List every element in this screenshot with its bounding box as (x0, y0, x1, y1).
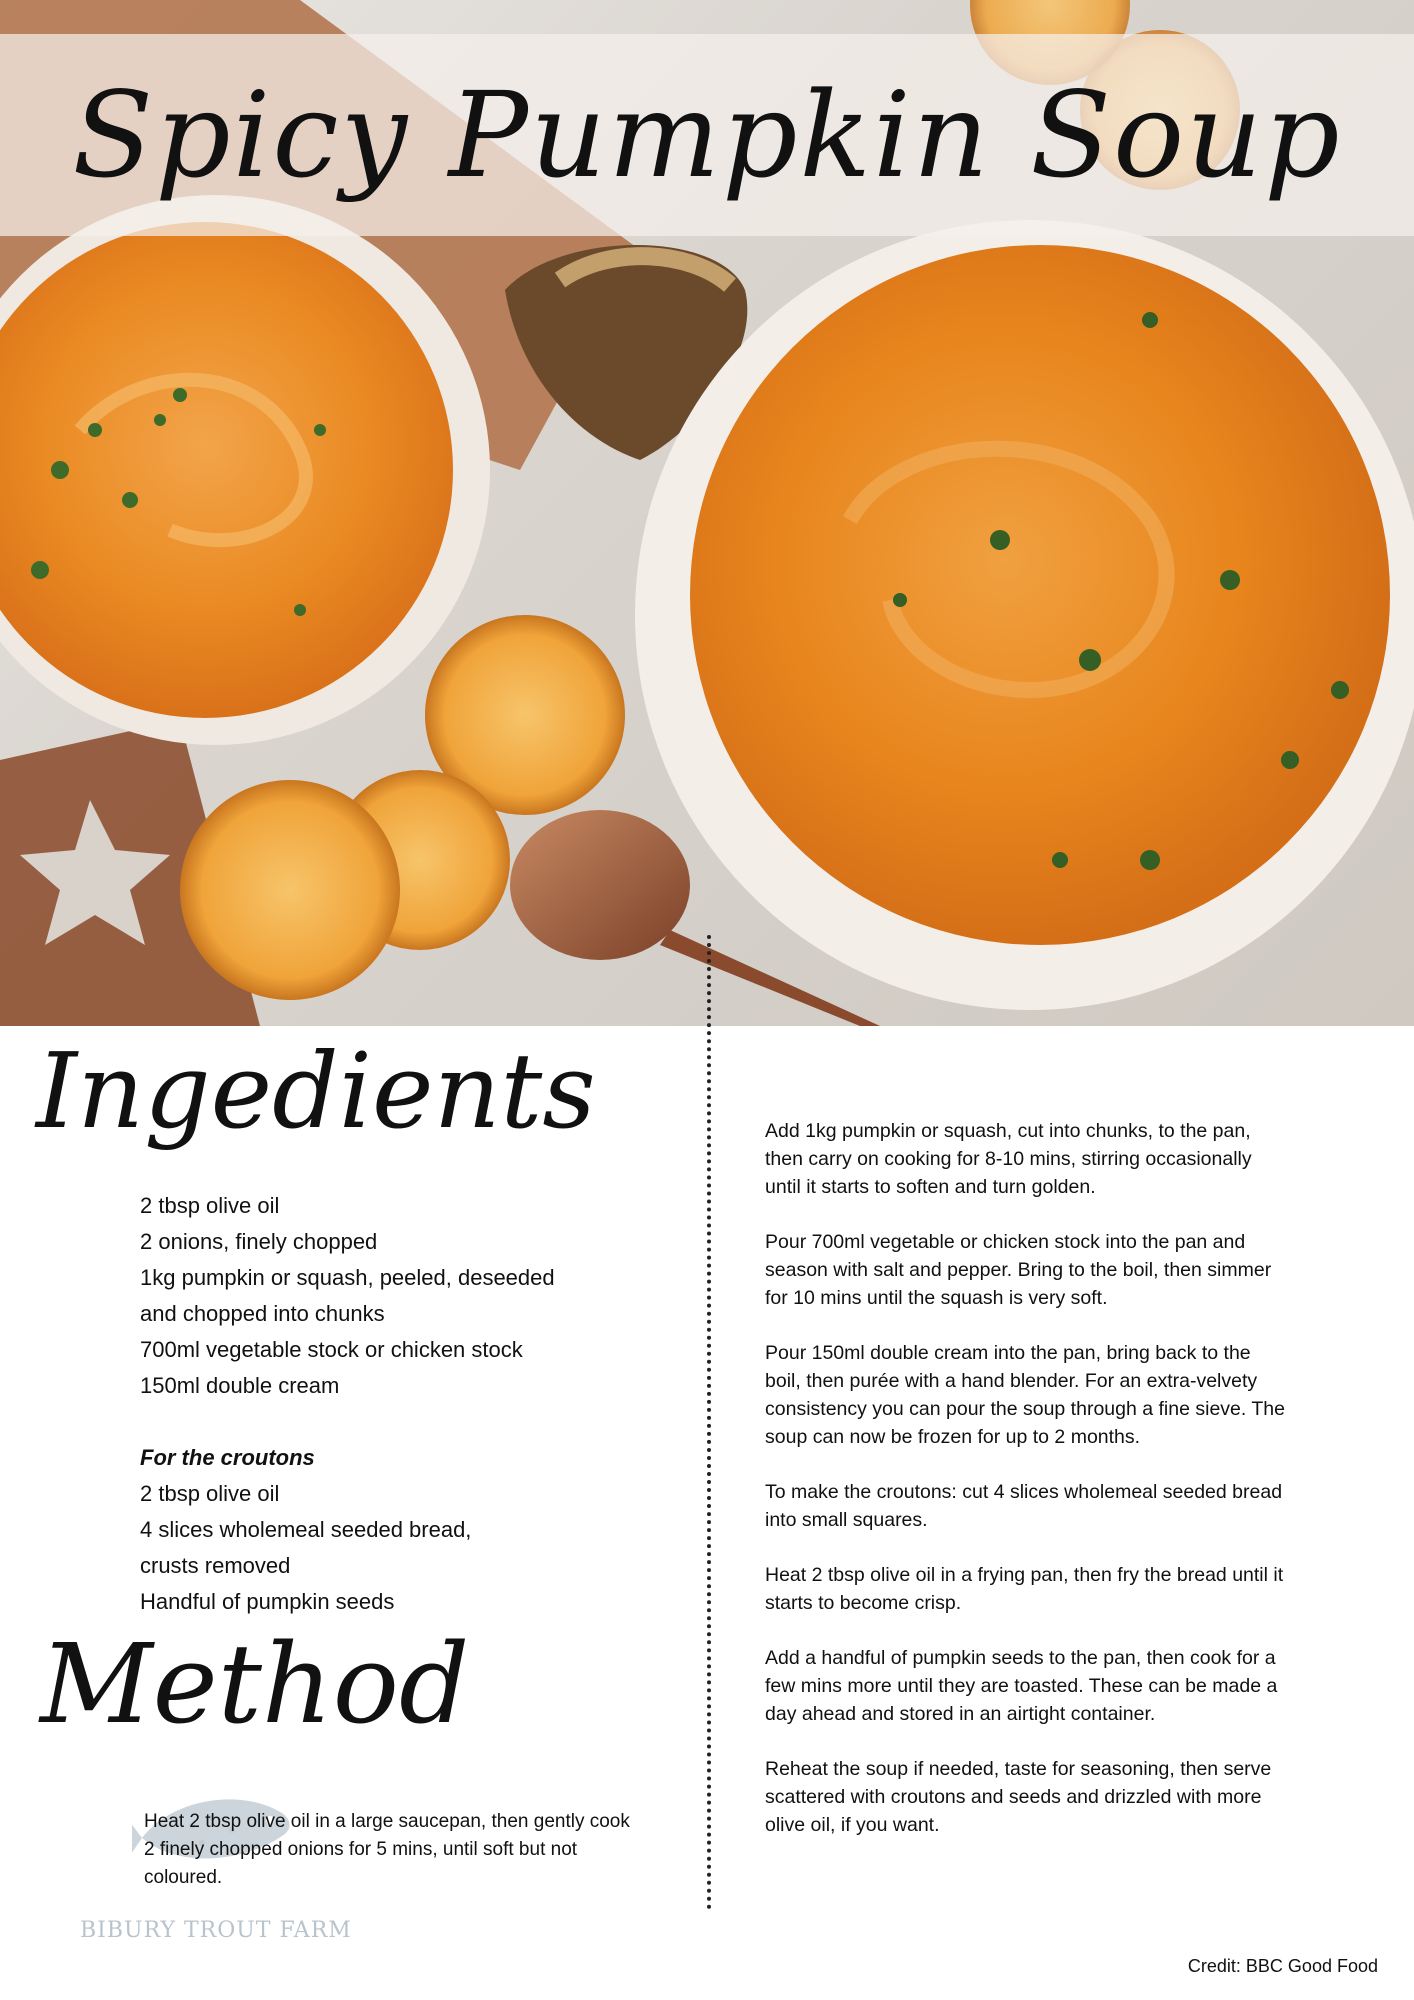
method-step: Heat 2 tbsp olive oil in a frying pan, then fry the bread until it starts to become crisp. (765, 1564, 1284, 1614)
method-step: Pour 700ml vegetable or chicken stock into the pan and season with salt and pepper. Bring to the boil, then simmer for 10 mins until the squash is very soft. (765, 1231, 1272, 1309)
method-step: Add a handful of pumpkin seeds to the pan, then cook for a few mins more until they are toasted. These can be made a day ahead and stored in an airtight container. (765, 1647, 1278, 1725)
list-item: 4 slices wholemeal seeded bread, (140, 1517, 472, 1542)
method-step: To make the croutons: cut 4 slices wholemeal seeded bread into small squares. (765, 1481, 1283, 1531)
page-title: Spicy Pumpkin Soup (72, 66, 1342, 204)
list-item: 2 tbsp olive oil (140, 1481, 280, 1506)
farm-logo-text: BIBURY TROUT FARM (80, 1918, 352, 1943)
list-item: 700ml vegetable stock or chicken stock (140, 1337, 523, 1362)
orange-slice (180, 780, 400, 1000)
list-item: Handful of pumpkin seeds (140, 1589, 395, 1614)
method-step: Add 1kg pumpkin or squash, cut into chunks, to the pan, then carry on cooking for 8-10 mins, stirring occasionally until it starts to soften and turn golden. (765, 1120, 1252, 1198)
list-item: 2 tbsp olive oil (140, 1193, 280, 1218)
method-step: Reheat the soup if needed, taste for seasoning, then serve scattered with croutons and seeds and drizzled with more olive oil, if you want. (765, 1758, 1272, 1836)
right-bowl-soup (690, 245, 1390, 945)
list-item: 150ml double cream (140, 1373, 340, 1398)
list-item: 2 onions, finely chopped (140, 1229, 378, 1254)
ingredients-list (140, 1188, 660, 1404)
croutons-subheading: For the croutons (140, 1445, 315, 1470)
method-heading: Method (40, 1620, 470, 1748)
list-item: 1kg pumpkin or squash, peeled, deseeded (140, 1265, 555, 1290)
method-steps (765, 1117, 1285, 1866)
method-step: Heat 2 tbsp olive oil in a large saucepan, then gently cook 2 finely chopped onions for 5 mins, until soft but not coloured. (144, 1811, 630, 1888)
credit-text: Credit: BBC Good Food (1187, 1956, 1378, 1976)
copper-spoon (510, 810, 690, 960)
column-divider (707, 935, 711, 1910)
list-item: crusts removed (140, 1553, 291, 1578)
list-item: and chopped into chunks (140, 1301, 385, 1326)
method-step: Pour 150ml double cream into the pan, bring back to the boil, then purée with a hand blender. For an extra-velvety consistency you can pour the soup through a fine sieve. The soup can now be frozen for up to 2 months. (765, 1342, 1285, 1448)
ingredients-heading: Ingedients (36, 1030, 596, 1152)
croutons-list (140, 1476, 660, 1620)
